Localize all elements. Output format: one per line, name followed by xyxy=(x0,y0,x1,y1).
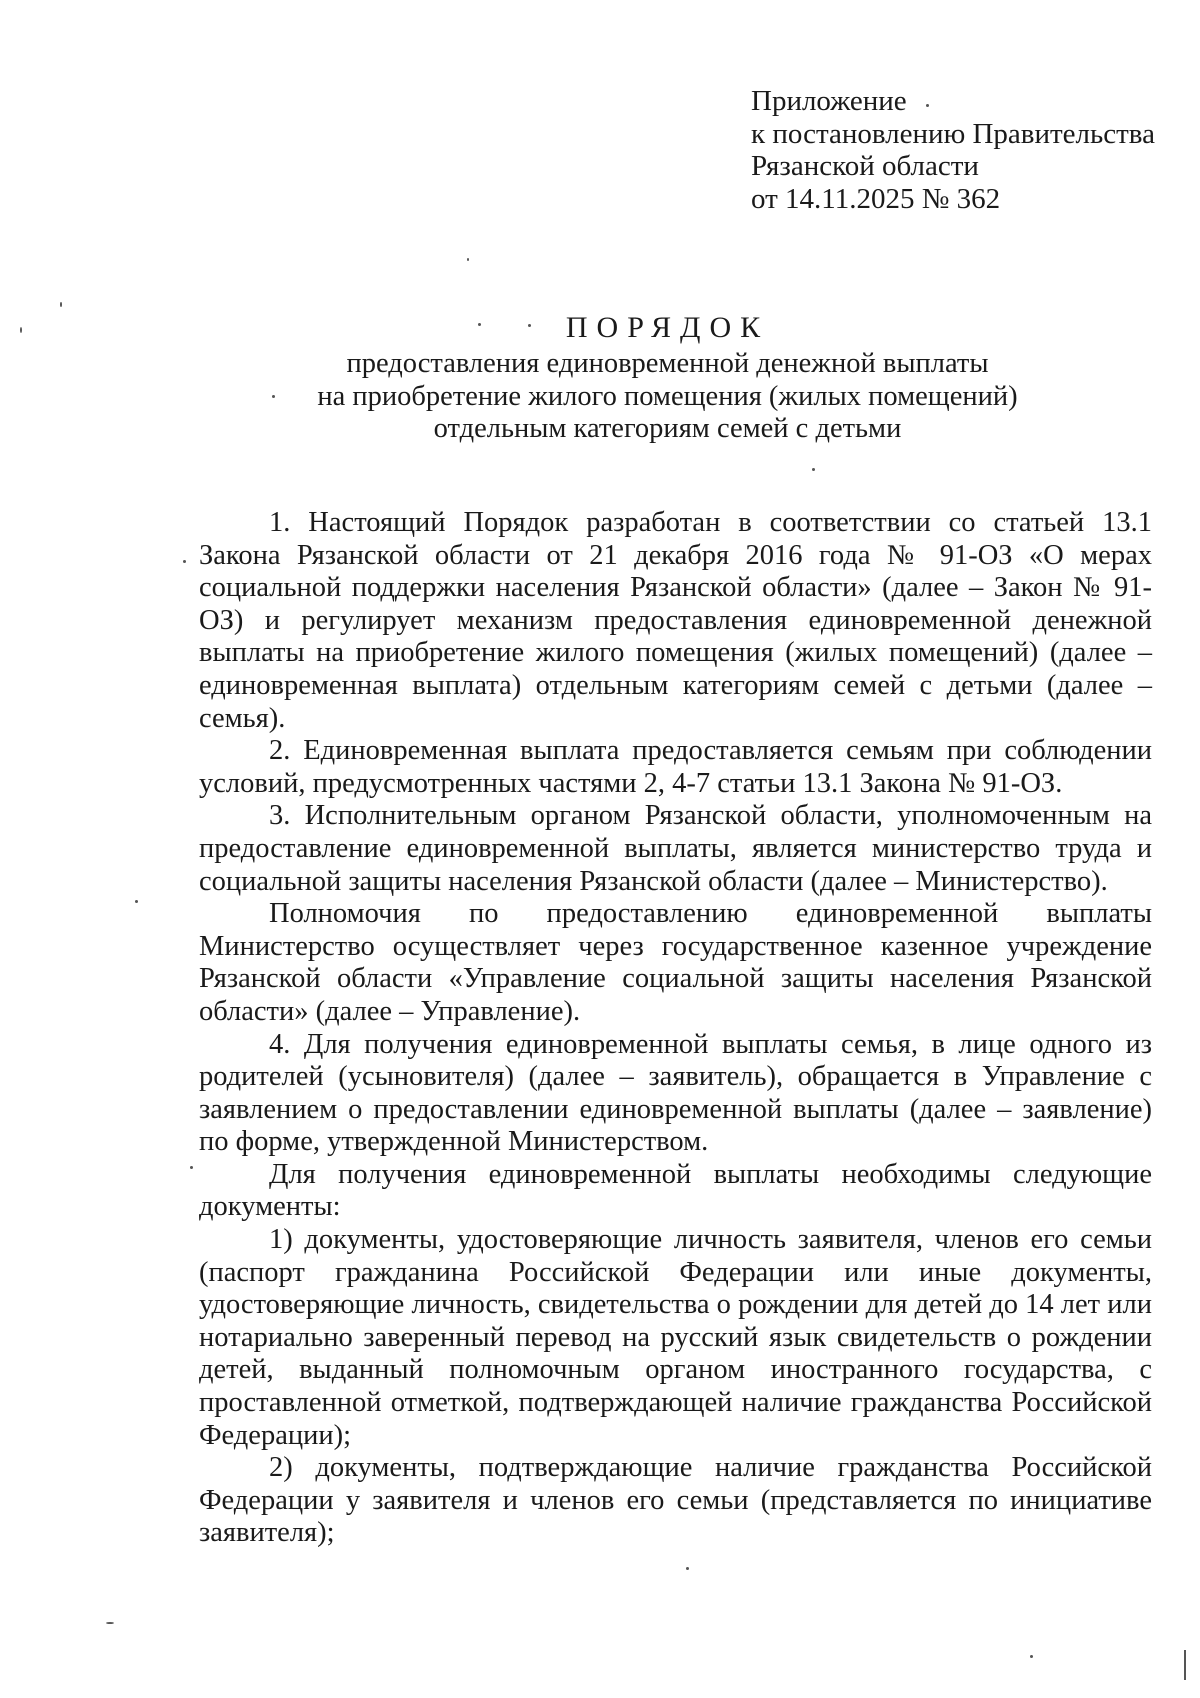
scan-speck xyxy=(135,900,138,903)
scan-speck xyxy=(272,395,275,398)
subtitle-line-2: на приобретение жилого помещения (жилых помещений) xyxy=(317,380,1018,412)
paragraph-3: 3. Исполнительным органом Рязанской области, уполномоченным на предоставление единовременной выплаты, является министерство труда и социальной защиты населения Рязанской области (далее – Министерство). xyxy=(199,800,1152,897)
subtitle-line-1: предоставления единовременной денежной выплаты xyxy=(346,348,989,379)
paragraph-6: Для получения единовременной выплаты необходимы следующие документы: xyxy=(199,1158,1152,1223)
scan-speck xyxy=(60,302,62,307)
paragraph-7: 1) документы, удостоверяющие личность заявителя, членов его семьи (паспорт гражданина Российской Федерации или иные документы, удостоверяющие личность, свидетельства о рождении для детей до 14 лет или нотариально заверенный перевод на русский язык свидетельств о рождении детей, выданный полномочным органом иностранного государства, с проставленной отметкой, подтверждающей наличие гражданства Российской Федерации); xyxy=(199,1224,1152,1451)
appendix-line-3: Рязанской области xyxy=(751,150,979,182)
paragraph-1: 1. Настоящий Порядок разработан в соответствии со статьей 13.1 Закона Рязанской области от 21 декабря 2016 года № 91-ОЗ «О мерах социальной поддержки населения Рязанской области» (далее – Закон № 91-ОЗ) и регулирует механизм предоставления единовременной денежной выплаты на приобретение жилого помещения (жилых помещений) (далее – единовременная выплата) отдельным категориям семей с детьми (далее – семья). xyxy=(199,507,1152,734)
scan-speck xyxy=(190,1166,193,1169)
document-body xyxy=(199,507,1152,1550)
document-title: ПОРЯДОК xyxy=(565,311,770,344)
scan-speck xyxy=(528,324,531,327)
scan-speck xyxy=(1184,1650,1186,1680)
scan-speck xyxy=(1030,1655,1033,1658)
scan-speck xyxy=(467,258,469,261)
scan-speck xyxy=(478,323,481,326)
scan-speck xyxy=(812,468,815,471)
appendix-line-1: Приложение xyxy=(751,85,907,117)
subtitle-line-3: отдельным категориям семей с детьми xyxy=(433,413,902,444)
scan-speck xyxy=(106,1622,114,1624)
appendix-line-4: от 14.11.2025 № 362 xyxy=(751,182,1001,215)
scan-speck xyxy=(686,1567,689,1570)
paragraph-2: 2. Единовременная выплата предоставляется семьям при соблюдении условий, предусмотренных частями 2, 4-7 статьи 13.1 Закона № 91-ОЗ. xyxy=(199,735,1152,799)
paragraph-5: 4. Для получения единовременной выплаты семья, в лице одного из родителей (усыновителя) (далее – заявитель), обращается в Управление с заявлением о предоставлении единовременной выплаты (далее – заявление) по форме, утвержденной Министерством. xyxy=(199,1028,1152,1158)
scan-speck xyxy=(20,327,22,333)
scan-speck xyxy=(183,560,186,563)
paragraph-8: 2) документы, подтверждающие наличие гражданства Российской Федерации у заявителя и членов его семьи (представляется по инициативе заявителя); xyxy=(199,1452,1152,1549)
paragraph-4: Полномочия по предоставлению единовременной выплаты Министерство осуществляет через государственное казенное учреждение Рязанской области «Управление социальной защиты населения Рязанской области» (далее – Управление). xyxy=(199,898,1152,1027)
appendix-block xyxy=(751,85,1191,215)
appendix-line-2: к постановлению Правительства xyxy=(751,117,1155,150)
scan-speck xyxy=(926,104,929,107)
title-block xyxy=(0,308,1200,446)
